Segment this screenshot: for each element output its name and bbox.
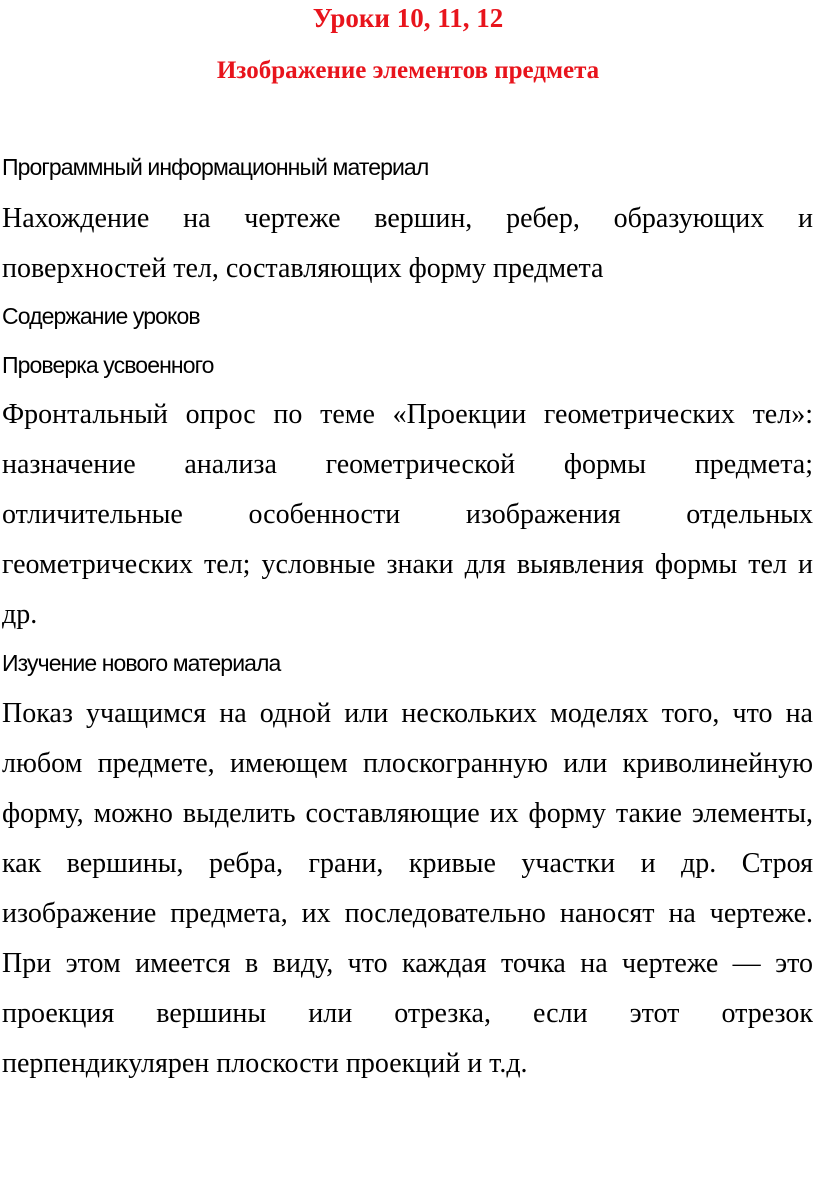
section-heading-new-material: Изучение нового материала	[2, 650, 281, 676]
section-heading-review: Проверка усвоенного	[2, 352, 214, 378]
section-heading-program-material: Программный информационный материал	[2, 154, 429, 180]
lesson-subtitle: Изображение элементов предмета	[216, 57, 600, 84]
section-text-review: Фронтальный опрос по теме «Проекции геометрических тел»: назначение анализа геометрической формы предмета; отличительные особенности изображения отдельных геометрических тел; условные знаки для выявления формы тел и др.	[2, 399, 813, 630]
section-heading-lesson-content: Содержание уроков	[2, 303, 200, 329]
section-text-new-material: Показ учащимся на одной или нескольких моделях того, что на любом предмете, имеющем плоскогранную или криволинейную форму, можно выделить составляющие их форму такие элементы, как вершины, ребра, грани, кривые участки и др. Строя изображение предмета, их последовательно наносят на чертеже. При этом имеется в виду, что каждая точка на чертеже — это проекция вершины или отрезка, если этот отрезок перпендикулярен плоскости проекций и т.д.	[2, 698, 813, 1079]
lesson-title: Уроки 10, 11, 12	[312, 3, 504, 33]
section-text-program-material: Нахождение на чертеже вершин, ребер, образующих и поверхностей тел, составляющих форму предмета	[2, 203, 813, 284]
